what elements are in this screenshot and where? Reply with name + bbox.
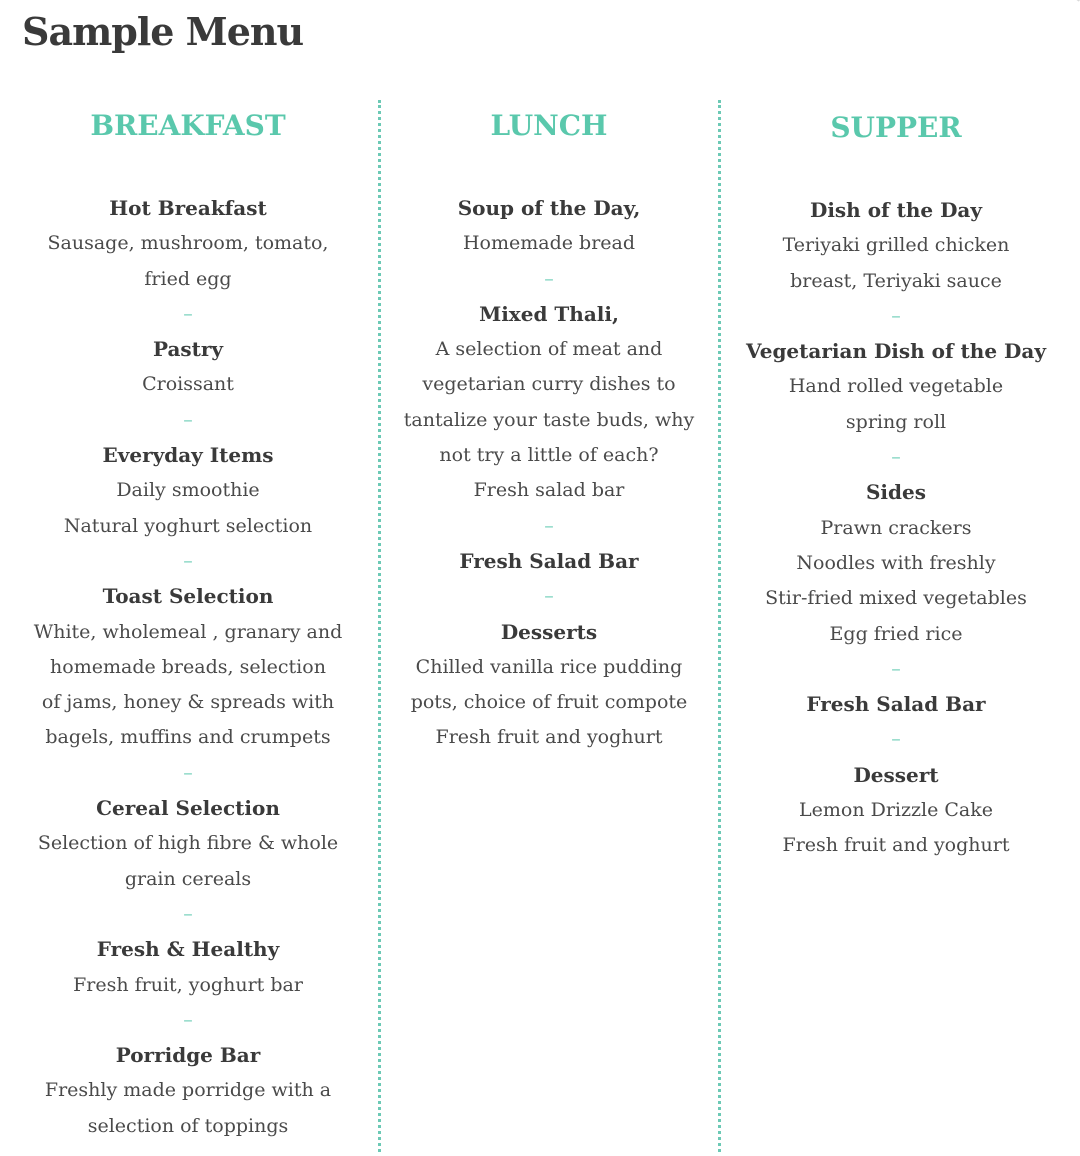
section-separator: – xyxy=(183,902,193,925)
lunch-sections xyxy=(388,191,710,756)
menu-section-title: Toast Selection xyxy=(102,584,274,609)
section-separator: – xyxy=(183,761,193,784)
menu-section-title: Hot Breakfast xyxy=(109,196,267,220)
menu-item-line: Stir-fried mixed vegetables xyxy=(765,587,1027,610)
menu-item-line: Selection of high fibre & whole xyxy=(37,832,339,855)
menu-item-line: Croissant xyxy=(142,373,234,396)
menu-item-line: A selection of meat and xyxy=(435,338,663,361)
menu-section-title: Vegetarian Dish of the Day xyxy=(746,339,1046,364)
menu-item-line: pots, choice of fruit compote xyxy=(410,691,688,714)
page-title: Sample Menu xyxy=(22,9,304,54)
menu-item-line: Egg fried rice xyxy=(829,622,963,645)
supper-heading: SUPPER xyxy=(830,111,962,144)
section-separator: – xyxy=(891,728,901,751)
menu-item-line: Hand rolled vegetable xyxy=(788,375,1004,398)
menu-item-line: Lemon Drizzle Cake xyxy=(799,799,993,822)
menu-item-line: of jams, honey & spreads with xyxy=(41,691,335,714)
section-separator: – xyxy=(183,408,193,431)
menu-item-line: Sausage, mushroom, tomato, xyxy=(47,232,329,255)
menu-section-title: Soup of the Day, xyxy=(457,196,641,220)
breakfast-sections xyxy=(18,191,358,1144)
column-divider-right xyxy=(718,100,721,1152)
menu-section-title: Mixed Thali, xyxy=(479,301,619,326)
breakfast-heading: BREAKFAST xyxy=(90,109,286,142)
menu-item-line: Daily smoothie xyxy=(116,479,260,502)
menu-item-line: Fresh salad bar xyxy=(473,479,625,502)
menu-item-line: tantalize your taste buds, why xyxy=(403,408,695,431)
menu-item-line: Fresh fruit, yoghurt bar xyxy=(73,973,303,996)
menu-section-title: Pastry xyxy=(152,337,224,362)
menu-section-title: Porridge Bar xyxy=(115,1043,261,1068)
menu-section-title: Dessert xyxy=(853,762,939,787)
menu-item-line: fried egg xyxy=(144,267,232,290)
menu-item-line: homemade breads, selection xyxy=(50,655,326,678)
menu-item-line: Homemade bread xyxy=(462,232,636,255)
menu-section-title: Dish of the Day xyxy=(809,198,982,222)
menu-section-title: Fresh Salad Bar xyxy=(806,692,986,717)
section-separator: – xyxy=(183,302,193,325)
section-separator: – xyxy=(891,446,901,469)
menu-item-line: Chilled vanilla rice pudding xyxy=(415,655,683,678)
menu-section-title: Everyday Items xyxy=(102,443,274,468)
menu-item-line: Teriyaki grilled chicken xyxy=(782,234,1010,257)
menu-section-title: Fresh Salad Bar xyxy=(459,548,639,573)
menu-item-line: breast, Teriyaki sauce xyxy=(790,269,1002,292)
menu-section-title: Cereal Selection xyxy=(96,796,280,821)
supper-sections xyxy=(728,193,1064,864)
lunch-heading: LUNCH xyxy=(490,109,608,142)
menu-section-title: Fresh & Healthy xyxy=(96,937,280,962)
menu-item-line: spring roll xyxy=(845,410,947,433)
menu-item-line: not try a little of each? xyxy=(439,444,659,467)
section-separator: – xyxy=(183,549,193,572)
menu-item-line: White, wholemeal , granary and xyxy=(33,620,343,643)
menu-section-title: Sides xyxy=(865,480,926,505)
menu-item-line: Natural yoghurt selection xyxy=(63,514,313,537)
section-separator: – xyxy=(183,1008,193,1031)
section-separator: – xyxy=(544,514,554,537)
section-separator: – xyxy=(891,304,901,327)
section-separator: – xyxy=(544,585,554,608)
menu-item-line: grain cereals xyxy=(124,867,252,890)
menu-item-line: selection of toppings xyxy=(87,1114,289,1137)
column-divider-left xyxy=(378,100,381,1152)
menu-item-line: Noodles with freshly xyxy=(796,551,996,574)
section-separator: – xyxy=(544,267,554,290)
menu-item-line: vegetarian curry dishes to xyxy=(422,373,676,396)
menu-item-line: Fresh fruit and yoghurt xyxy=(782,834,1010,857)
menu-section-title: Desserts xyxy=(500,619,598,644)
menu-item-line: Prawn crackers xyxy=(820,516,972,539)
menu-item-line: Freshly made porridge with a xyxy=(44,1079,332,1102)
menu-item-line: bagels, muffins and crumpets xyxy=(45,726,331,749)
corner-decoration xyxy=(1067,0,1080,2)
menu-item-line: Fresh fruit and yoghurt xyxy=(435,726,663,749)
section-separator: – xyxy=(891,657,901,680)
